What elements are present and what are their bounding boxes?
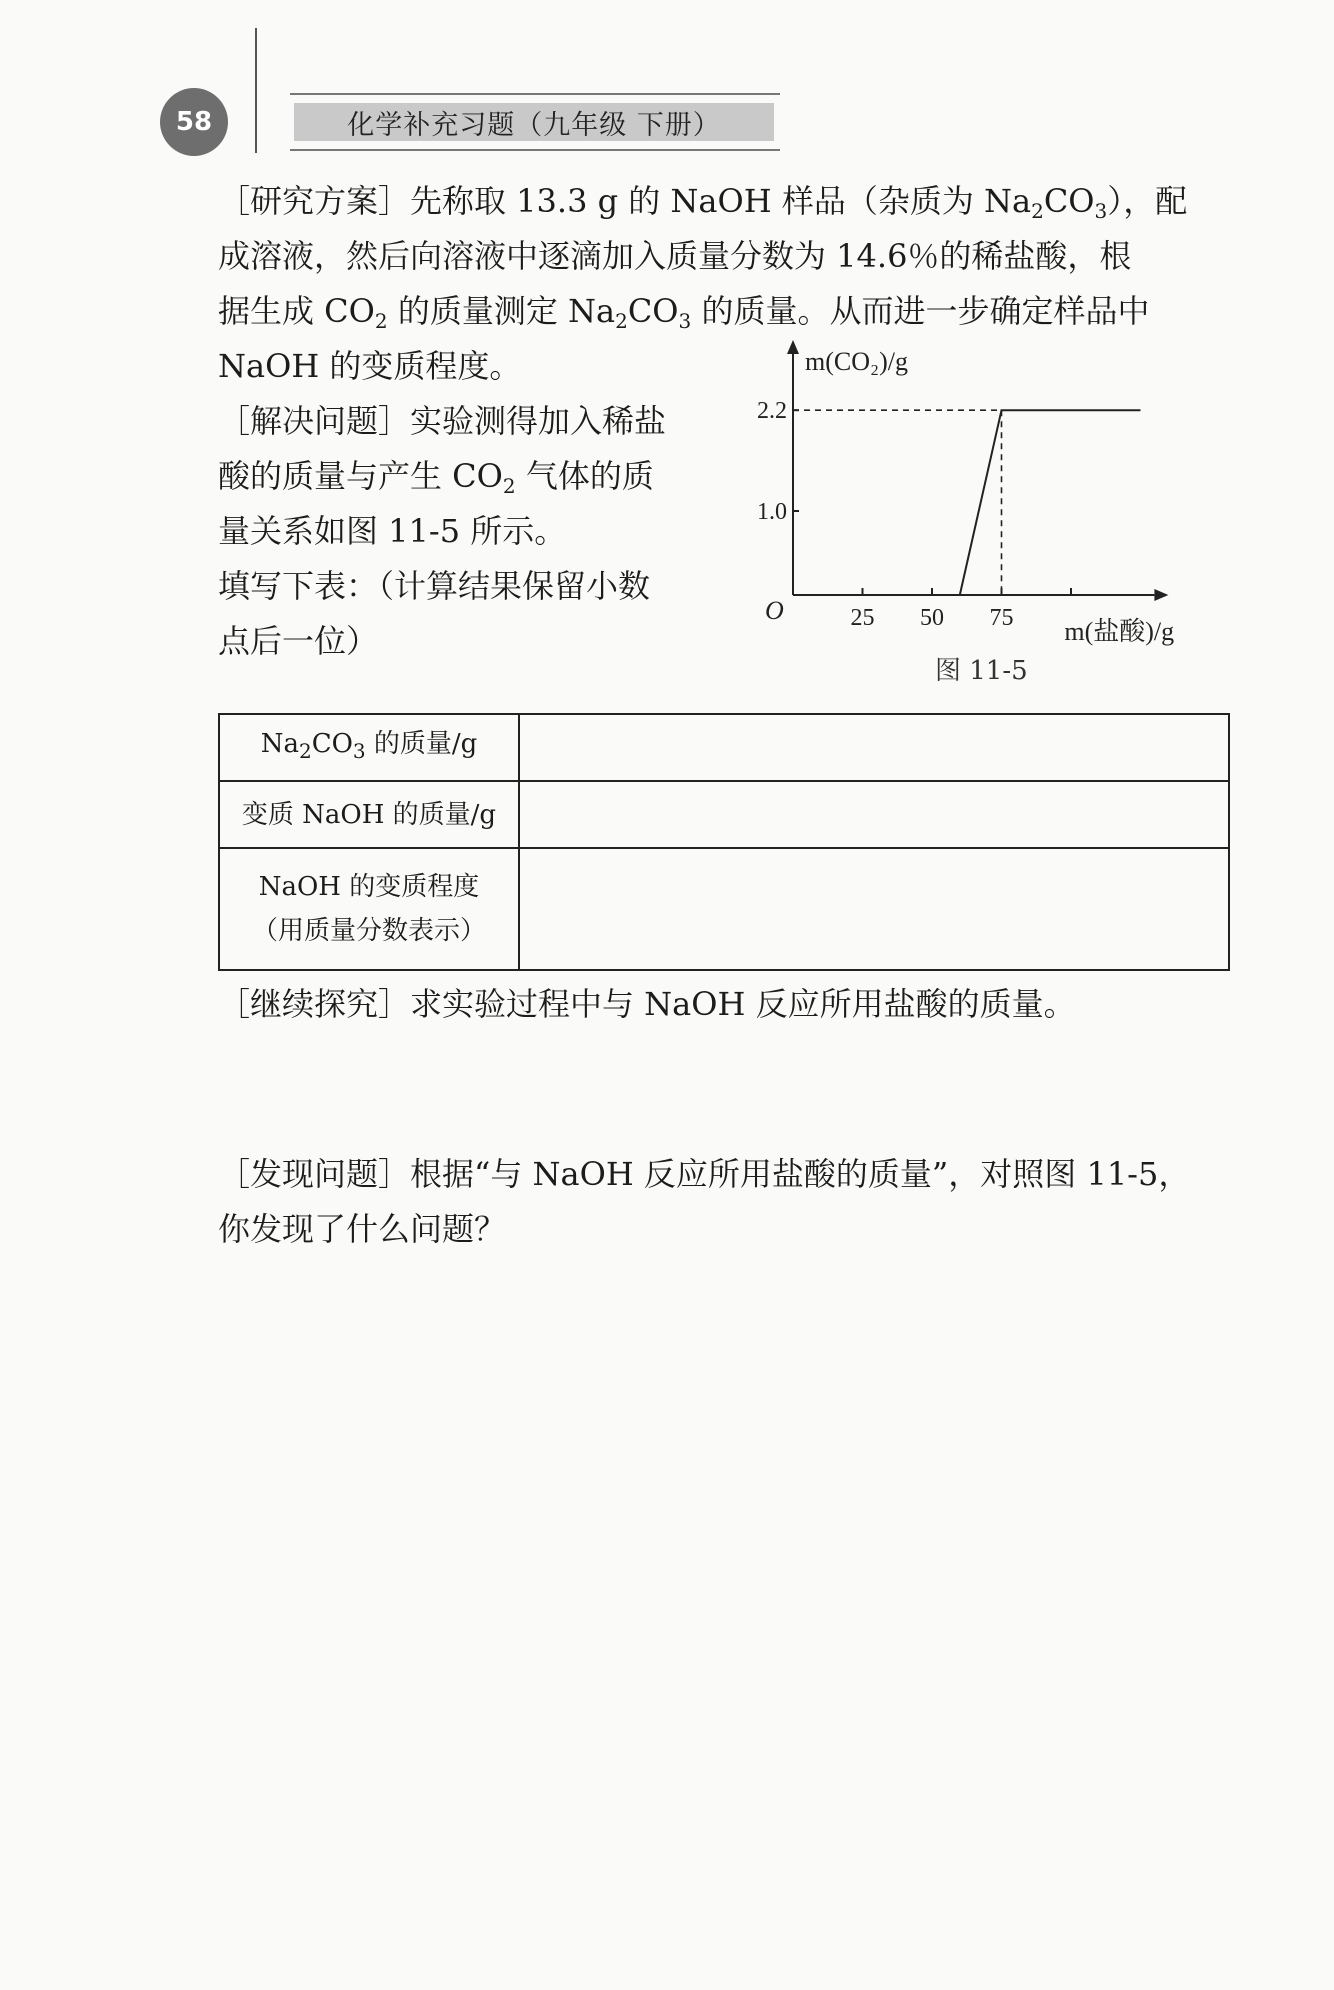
table-row [219,781,1229,848]
solve-line-5: 点后一位） [218,622,379,660]
solve-line-2: 酸的质量与产生 $CO_2$ 气体的质 [218,457,654,498]
discover-line-2: 你发现了什么问题？ [218,1210,507,1248]
table-answer-cell[interactable] [519,781,1229,848]
table-row [219,848,1229,970]
co2-chart [745,340,1245,690]
y-axis-label: m(CO₂)/g [805,347,908,376]
table-row [219,714,1229,781]
solve-line-3: 量关系如图 11-5 所示。 [218,512,567,550]
research-plan-line-4: NaOH 的变质程度。 [218,347,522,385]
continue-research-question: ［继续探究］求实验过程中与 NaOH 反应所用盐酸的质量。 [218,985,1076,1023]
x-tick-label: 50 [920,605,944,631]
y-tick-label: 1.0 [757,499,787,525]
table-answer-cell[interactable] [519,848,1229,970]
solve-line-4: 填写下表：（计算结果保留小数 [218,567,651,605]
header-divider [255,28,257,153]
origin-label: O [765,596,784,625]
research-plan-line-1: ［研究方案］先称取 13.3 g 的 NaOH 样品（杂质为 $Na_2CO_3$），配 [218,182,1188,223]
y-tick-label: 2.2 [757,398,787,425]
table-label-degraded-naoh-mass: 变质 NaOH 的质量/g [219,781,519,848]
x-axis-label: m(盐酸)/g [1064,617,1175,646]
x-tick-label: 25 [850,605,875,631]
research-plan-line-3: 据生成 $CO_2$ 的质量测定 $Na_2CO_3$ 的质量。从而进一步确定样品中 [218,292,1150,333]
research-plan-line-2: 成溶液，然后向溶液中逐滴加入质量分数为 14.6％的稀盐酸，根 [218,237,1132,275]
header-bar [290,93,780,151]
table-answer-cell[interactable] [519,714,1229,781]
x-tick-label: 75 [989,605,1014,631]
figure-caption: 图 11-5 [935,656,1028,686]
answer-table [218,713,1230,971]
solve-line-1: ［解决问题］实验测得加入稀盐 [218,402,667,440]
y-axis-arrow [787,340,799,354]
discover-line-1: ［发现问题］根据“与 NaOH 反应所用盐酸的质量”，对照图 11-5， [218,1155,1191,1193]
book-title: 化学补充习题（九年级 下册） [294,103,774,141]
page-number: 58 [160,88,228,156]
x-axis-arrow [1154,589,1168,601]
series-line-co2 [960,410,1141,595]
table-label-na2co3-mass: $Na_2CO_3$ 的质量/g [219,714,519,781]
table-label-degradation-degree: NaOH 的变质程度 （用质量分数表示） [219,848,519,970]
